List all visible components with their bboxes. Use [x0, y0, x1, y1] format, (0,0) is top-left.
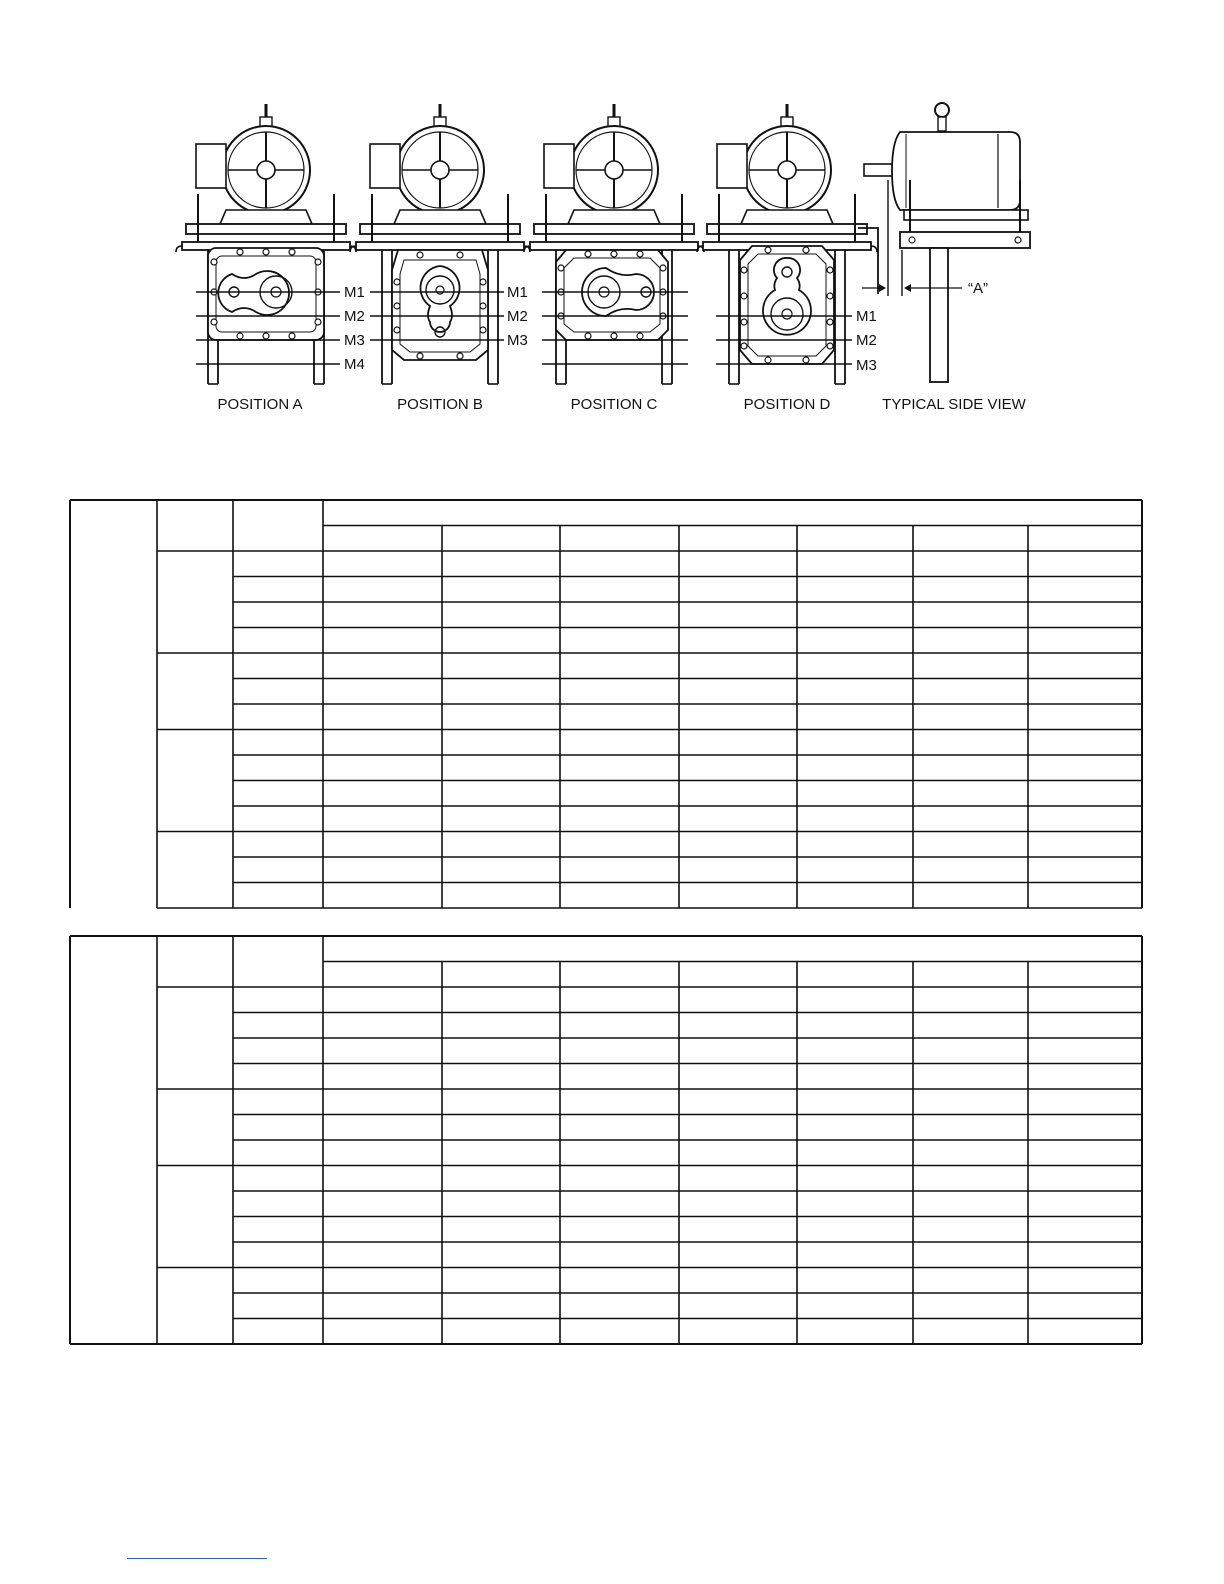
side-view-label: TYPICAL SIDE VIEW [882, 396, 1026, 413]
position-d-label: POSITION D [743, 396, 831, 413]
position-b-m1: M1 [507, 284, 528, 301]
position-a-m2: M2 [344, 308, 365, 325]
position-a-label: POSITION A [217, 396, 303, 413]
position-d-m2: M2 [856, 332, 877, 349]
position-d-drawing [697, 104, 877, 413]
position-a-m4: M4 [344, 356, 365, 373]
position-b-m2: M2 [507, 308, 528, 325]
mounting-positions-figure [0, 0, 1224, 440]
side-view-dimension-a: “A” [968, 280, 988, 297]
position-a-m1: M1 [344, 284, 365, 301]
position-b-label: POSITION B [397, 396, 483, 413]
footer-rule [127, 1558, 267, 1559]
position-a-m3: M3 [344, 332, 365, 349]
position-c-drawing [524, 104, 704, 413]
position-b-drawing [350, 104, 530, 413]
position-d-m1: M1 [856, 308, 877, 325]
side-view-drawing [858, 103, 1030, 413]
position-a-drawing [176, 104, 365, 413]
position-b-m3: M3 [507, 332, 528, 349]
position-d-m3: M3 [856, 357, 877, 374]
position-c-label: POSITION C [570, 396, 658, 413]
